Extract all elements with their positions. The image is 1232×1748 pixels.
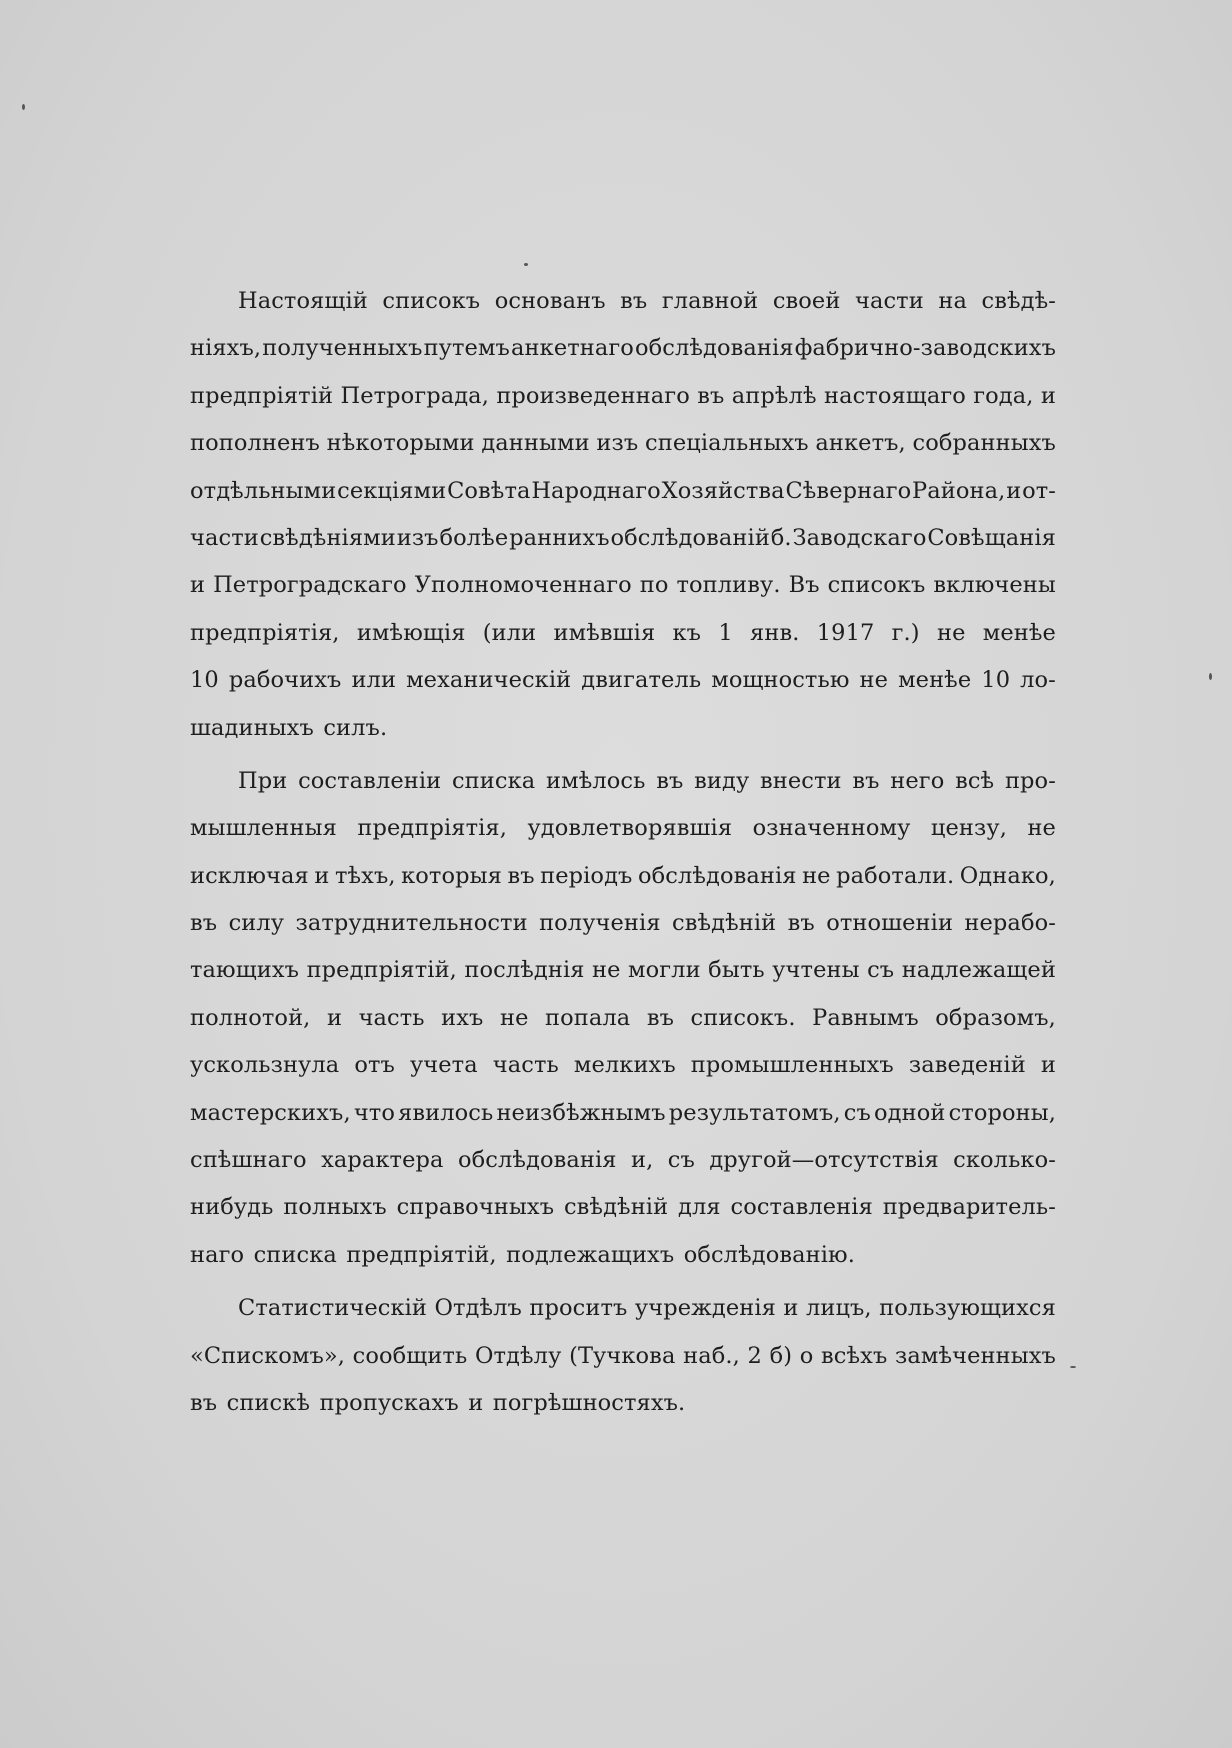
word: по [639, 572, 669, 599]
text-line [190, 1333, 1056, 1380]
ink-speck [22, 104, 25, 110]
word: части [854, 288, 924, 314]
word: обслѣдованій [610, 524, 770, 551]
word: о [799, 1342, 814, 1369]
word: не [859, 667, 889, 694]
text-line [190, 278, 1056, 325]
word: ніяхъ, [190, 335, 262, 362]
text-line [190, 1137, 1056, 1184]
text-line [190, 325, 1056, 372]
word: списка [451, 767, 536, 794]
word: справочныхъ [396, 1194, 555, 1221]
word: сообщить [352, 1342, 468, 1369]
word: менѣе [898, 667, 972, 694]
word: часть [358, 1004, 425, 1031]
word: топливу. [676, 572, 781, 599]
word: (или [482, 619, 537, 646]
text-line [190, 1285, 1056, 1332]
word: болѣе [439, 524, 509, 551]
word: что [353, 1099, 395, 1126]
text-line [190, 1184, 1056, 1231]
word: полныхъ [283, 1194, 387, 1221]
word: которыя [401, 862, 502, 889]
word: подлежащихъ [506, 1241, 675, 1268]
word: характера [321, 1147, 444, 1174]
word: секціями [337, 477, 447, 504]
word: не [592, 957, 621, 984]
word: спѣшнаго [190, 1147, 307, 1174]
word: При [238, 767, 288, 794]
word: съ [867, 957, 895, 984]
word: Совѣщанія [927, 524, 1056, 551]
paragraph [190, 1285, 1056, 1427]
word: Отдѣлу [474, 1342, 562, 1369]
word: списокъ. [690, 1004, 796, 1031]
word: свѣдѣніями [259, 524, 396, 551]
word: полученія [539, 910, 661, 937]
word: попала [545, 1004, 631, 1031]
word: про- [1004, 767, 1056, 794]
word: «Спискомъ», [190, 1342, 346, 1369]
word: от- [1022, 477, 1056, 504]
word: 10 [981, 667, 1011, 694]
word: включены [933, 572, 1056, 599]
word: данными [481, 430, 590, 457]
word: обслѣдованія [635, 335, 794, 362]
word: быть [708, 957, 765, 984]
word: г.) [891, 619, 920, 646]
word: силу [228, 910, 285, 937]
word: заведеній [908, 1052, 1026, 1079]
word: свѣдѣній [563, 1194, 669, 1221]
word: образомъ, [935, 1004, 1056, 1031]
word: и [1040, 382, 1056, 409]
word: предпріятій, [346, 1241, 497, 1268]
word: пользующихся [879, 1295, 1056, 1322]
word: внести [760, 767, 842, 794]
word: цензу, [930, 815, 1007, 842]
word: проситъ [529, 1295, 628, 1322]
word: отдѣльными [190, 477, 337, 504]
word: въ [620, 288, 648, 314]
word: свѣдѣ- [981, 288, 1056, 314]
word: рабочихъ [228, 667, 342, 694]
word: не [1027, 815, 1056, 842]
word: Петрограда, [340, 382, 489, 409]
word: и [1006, 477, 1022, 504]
word: года, [973, 382, 1034, 409]
word: апрѣлѣ [731, 382, 817, 409]
word: 1917 [816, 619, 875, 646]
word: наго [190, 1241, 245, 1268]
word: составленіи [298, 767, 442, 794]
text-line [190, 1090, 1056, 1137]
word: 2 [747, 1342, 762, 1369]
body-text [190, 278, 1056, 1427]
word: всѣ [955, 767, 995, 794]
word: и [1040, 1052, 1056, 1079]
word: б. [770, 524, 792, 551]
word: Однако, [959, 862, 1056, 889]
word: путемъ [423, 335, 510, 362]
word: сколько- [953, 1147, 1056, 1174]
word: настоящаго [824, 382, 966, 409]
word: стороны, [948, 1099, 1056, 1126]
word: Петроградскаго [213, 572, 407, 599]
word: работали. [836, 862, 955, 889]
word: Народнаго [531, 477, 661, 504]
word: Совѣта [447, 477, 531, 504]
word: изъ [396, 524, 439, 551]
word: не [802, 862, 831, 889]
word: лицъ, [805, 1295, 872, 1322]
word: предпріятія, [190, 619, 340, 646]
word: не [936, 619, 966, 646]
text-line [190, 1380, 1056, 1427]
word: означенному [752, 815, 911, 842]
word: Заводскаго [792, 524, 927, 551]
word: 10 [190, 667, 219, 694]
word: списка [253, 1241, 337, 1268]
word: виду [694, 767, 750, 794]
word: учета [409, 1052, 478, 1079]
text-line [190, 900, 1056, 947]
word: пропускахъ [319, 1389, 459, 1416]
word: и [190, 572, 206, 599]
word: обслѣдованія [457, 1147, 617, 1174]
text-line [190, 1232, 1056, 1279]
word: собранныхъ [912, 430, 1056, 457]
word: другой—отсутствія [709, 1147, 939, 1174]
word: всѣхъ [821, 1342, 888, 1369]
word: въ [852, 767, 880, 794]
word: 1 [718, 619, 733, 646]
word: ускользнула [190, 1052, 340, 1079]
word: въ [507, 862, 535, 889]
word: имѣвшія [553, 619, 656, 646]
word: промышленныхъ [690, 1052, 894, 1079]
word: для [678, 1194, 721, 1221]
word: свѣдѣній [672, 910, 777, 937]
word: него [890, 767, 945, 794]
word: Равнымъ [812, 1004, 919, 1031]
word: въ [646, 1004, 674, 1031]
word: затруднительности [295, 910, 528, 937]
word: механическій [406, 667, 572, 694]
word: въ [190, 910, 218, 937]
word: предпріятій, [306, 957, 457, 984]
word: Отдѣлъ [434, 1295, 522, 1322]
text-line [190, 657, 1056, 704]
word: исключая [190, 862, 309, 889]
text-line [190, 468, 1056, 515]
word: имѣлось [546, 767, 646, 794]
word: Уполномоченнаго [414, 572, 632, 599]
text-line [190, 373, 1056, 420]
word: одной [874, 1099, 946, 1126]
word: съ [843, 1099, 871, 1126]
word: въ [697, 382, 725, 409]
word: анкетъ, [815, 430, 906, 457]
word: Хозяйства [661, 477, 785, 504]
word: погрѣшностяхъ. [492, 1389, 686, 1416]
word: главной [661, 288, 759, 314]
word: удовлетворявшія [527, 815, 733, 842]
paragraph [190, 758, 1056, 1279]
word: на [938, 288, 967, 314]
word: имѣющія [356, 619, 466, 646]
word: своей [772, 288, 841, 314]
word: менѣе [982, 619, 1056, 646]
text-line [190, 610, 1056, 657]
word: мелкихъ [573, 1052, 676, 1079]
word: учрежденія [634, 1295, 776, 1322]
word: силъ. [323, 714, 388, 741]
text-line [190, 515, 1056, 562]
paragraph [190, 278, 1056, 752]
word: предпріятій [190, 382, 334, 409]
word: Настоящій [238, 288, 368, 314]
word: неизбѣжнымъ [496, 1099, 666, 1126]
word: произведеннаго [496, 382, 690, 409]
text-line [190, 420, 1056, 467]
word: Района, [912, 477, 1006, 504]
word: учтены [772, 957, 860, 984]
word: изъ [596, 430, 639, 457]
word: и, [631, 1147, 654, 1174]
word: части [190, 524, 259, 551]
word: періодъ [540, 862, 633, 889]
word: или [351, 667, 397, 694]
word: фабрично-заводскихъ [794, 335, 1056, 362]
text-line [190, 705, 1056, 752]
word: шадиныхъ [190, 714, 314, 741]
word: б) [769, 1342, 793, 1369]
word: нерабо- [964, 910, 1056, 937]
word: Сѣвернаго [785, 477, 912, 504]
word: послѣднія [464, 957, 585, 984]
word: Статистическій [238, 1295, 428, 1322]
word: двигатель [581, 667, 702, 694]
word: въ [656, 767, 684, 794]
word: къ [672, 619, 702, 646]
word: анкетнаго [511, 335, 634, 362]
word: составленія [730, 1194, 873, 1221]
word: обслѣдованія [637, 862, 797, 889]
word: съ [667, 1147, 695, 1174]
word: въ [787, 910, 815, 937]
word: раннихъ [509, 524, 610, 551]
text-line [190, 995, 1056, 1042]
text-line [190, 758, 1056, 805]
word: въ [190, 1389, 218, 1416]
word: нибудь [190, 1194, 274, 1221]
word: не [500, 1004, 529, 1031]
word: мощностью [711, 667, 850, 694]
word: ихъ [441, 1004, 484, 1031]
word: мастерскихъ, [190, 1099, 351, 1126]
word: и [468, 1389, 484, 1416]
word: списокъ [382, 288, 481, 314]
ink-speck [1209, 673, 1212, 680]
word: могли [628, 957, 701, 984]
ink-speck [1070, 1366, 1076, 1368]
word: полученныхъ [262, 335, 423, 362]
word: нѣкоторыми [326, 430, 475, 457]
word: янв. [750, 619, 800, 646]
word: списокъ [827, 572, 926, 599]
word: наб., [683, 1342, 740, 1369]
text-line [190, 562, 1056, 609]
text-line [190, 947, 1056, 994]
word: мышленныя [190, 815, 337, 842]
word: спискѣ [226, 1389, 311, 1416]
word: замѣченныхъ [895, 1342, 1056, 1369]
word: пополненъ [190, 430, 320, 457]
word: и [783, 1295, 799, 1322]
word: надлежащей [901, 957, 1056, 984]
text-line [190, 805, 1056, 852]
word: ло- [1020, 667, 1056, 694]
word: полнотой, [190, 1004, 311, 1031]
word: отъ [354, 1052, 395, 1079]
word: результатомъ, [668, 1099, 841, 1126]
ink-speck [524, 263, 528, 266]
word: Въ [788, 572, 820, 599]
text-line [190, 1042, 1056, 1089]
word: (Тучкова [569, 1342, 676, 1369]
word: тающихъ [190, 957, 300, 984]
text-line [190, 853, 1056, 900]
word: спеціальныхъ [645, 430, 809, 457]
word: явилось [398, 1099, 494, 1126]
word: и [326, 1004, 343, 1031]
word: предваритель- [882, 1194, 1056, 1221]
word: часть [492, 1052, 559, 1079]
word: отношеніи [826, 910, 954, 937]
word: тѣхъ, [334, 862, 396, 889]
word: и [314, 862, 330, 889]
word: основанъ [494, 288, 606, 314]
word: обслѣдованію. [683, 1241, 855, 1268]
word: предпріятія, [357, 815, 507, 842]
